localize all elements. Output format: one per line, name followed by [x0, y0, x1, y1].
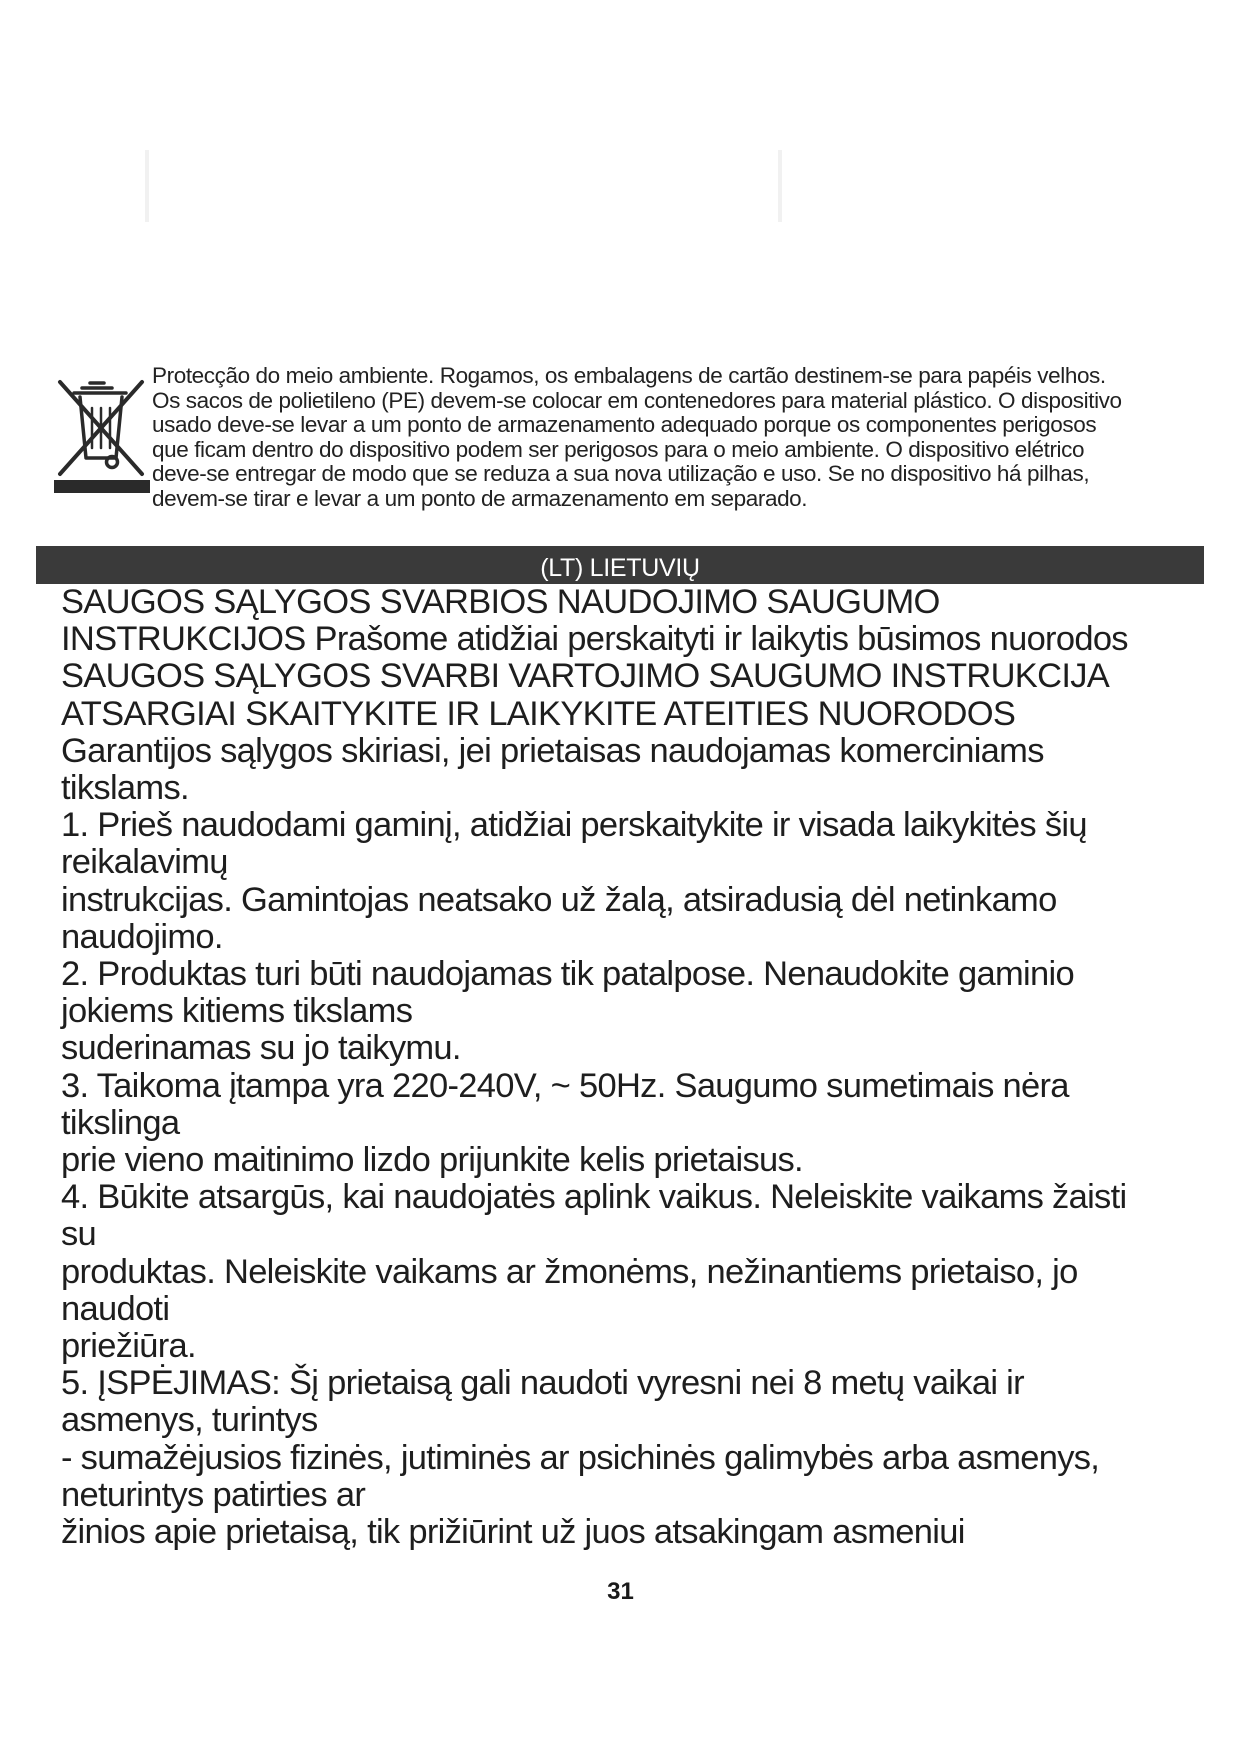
body-line: SAUGOS SĄLYGOS SVARBIOS NAUDOJIMO SAUGUMO — [61, 583, 940, 621]
body-line: asmenys, turintys — [61, 1401, 318, 1440]
body-line: žinios apie prietaisą, tik prižiūrint už juos atsakingam asmeniui — [61, 1513, 965, 1552]
body-line: 1. Prieš naudodami gaminį, atidžiai perskaitykite ir visada laikykitės šių — [61, 806, 1087, 845]
notice-line: Os sacos de polietileno (PE) devem-se colocar em contenedores para material plástico. O dispositivo — [152, 387, 1122, 413]
page-number: 31 — [607, 1578, 634, 1605]
notice-line: que ficam dentro do dispositivo podem ser perigosos para o meio ambiente. O dispositivo elétrico — [152, 436, 1085, 462]
body-line: instrukcijas. Gamintojas neatsako už žalą, atsiradusią dėl netinkamo — [61, 880, 1057, 919]
body-line: naudoti — [61, 1289, 170, 1328]
notice-line: usado deve-se levar a um ponto de armazenamento adequado porque os componentes perigosos — [152, 412, 1097, 438]
crossed-out-wheelie-bin-icon — [54, 378, 150, 496]
body-line: neturintys patirties ar — [61, 1475, 366, 1514]
scan-artifact — [778, 150, 782, 222]
body-line: 5. ĮSPĖJIMAS: Šį prietaisą gali naudoti vyresni nei 8 metų vaikai ir — [61, 1364, 1024, 1403]
section-header-bar — [36, 546, 1204, 584]
body-line: SAUGOS SĄLYGOS SVARBI VARTOJIMO SAUGUMO INSTRUKCIJA — [61, 657, 1110, 696]
body-line: naudojimo. — [61, 917, 223, 956]
body-line: priežiūra. — [61, 1327, 196, 1366]
body-line: INSTRUKCIJOS Prašome atidžiai perskaityti ir laikytis būsimos nuorodos — [61, 620, 1128, 659]
body-line: tikslinga — [61, 1103, 180, 1142]
body-line: 2. Produktas turi būti naudojamas tik patalpose. Nenaudokite gaminio — [61, 955, 1074, 994]
safety-instructions — [61, 584, 1191, 1551]
body-line: ATSARGIAI SKAITYKITE IR LAIKYKITE ATEITIES NUORODOS — [61, 694, 1016, 733]
body-line: 4. Būkite atsargūs, kai naudojatės aplink vaikus. Neleiskite vaikams žaisti — [61, 1178, 1127, 1217]
scan-artifact — [145, 150, 149, 222]
body-line: reikalavimų — [61, 843, 228, 882]
body-line: tikslams. — [61, 769, 189, 808]
body-line: prie vieno maitinimo lizdo prijunkite kelis prietaisus. — [61, 1141, 803, 1180]
body-line: - sumažėjusios fizinės, jutiminės ar psichinės galimybės arba asmenys, — [61, 1438, 1100, 1477]
notice-line: Protecção do meio ambiente. Rogamos, os embalagens de cartão destinem-se para papéis velhos. — [152, 363, 1106, 388]
body-line: jokiems kitiems tikslams — [61, 992, 413, 1031]
recycling-notice-text — [152, 364, 1174, 512]
section-title: (LT) LIETUVIŲ — [540, 554, 700, 582]
notice-line: deve-se entregar de modo que se reduza a sua nova utilização e uso. Se no dispositivo há pilhas, — [152, 461, 1090, 487]
body-line: 3. Taikoma įtampa yra 220-240V, ~ 50Hz. Saugumo sumetimais nėra — [61, 1066, 1069, 1105]
body-line: suderinamas su jo taikymu. — [61, 1029, 461, 1068]
body-line: su — [61, 1215, 97, 1254]
recycling-notice — [54, 364, 1174, 514]
notice-line: devem-se tirar e levar a um ponto de armazenamento em separado. — [152, 485, 808, 511]
body-line: produktas. Neleiskite vaikams ar žmonėms, nežinantiems prietaiso, jo — [61, 1252, 1078, 1291]
body-line: Garantijos sąlygos skiriasi, jei prietaisas naudojamas komerciniams — [61, 731, 1044, 770]
